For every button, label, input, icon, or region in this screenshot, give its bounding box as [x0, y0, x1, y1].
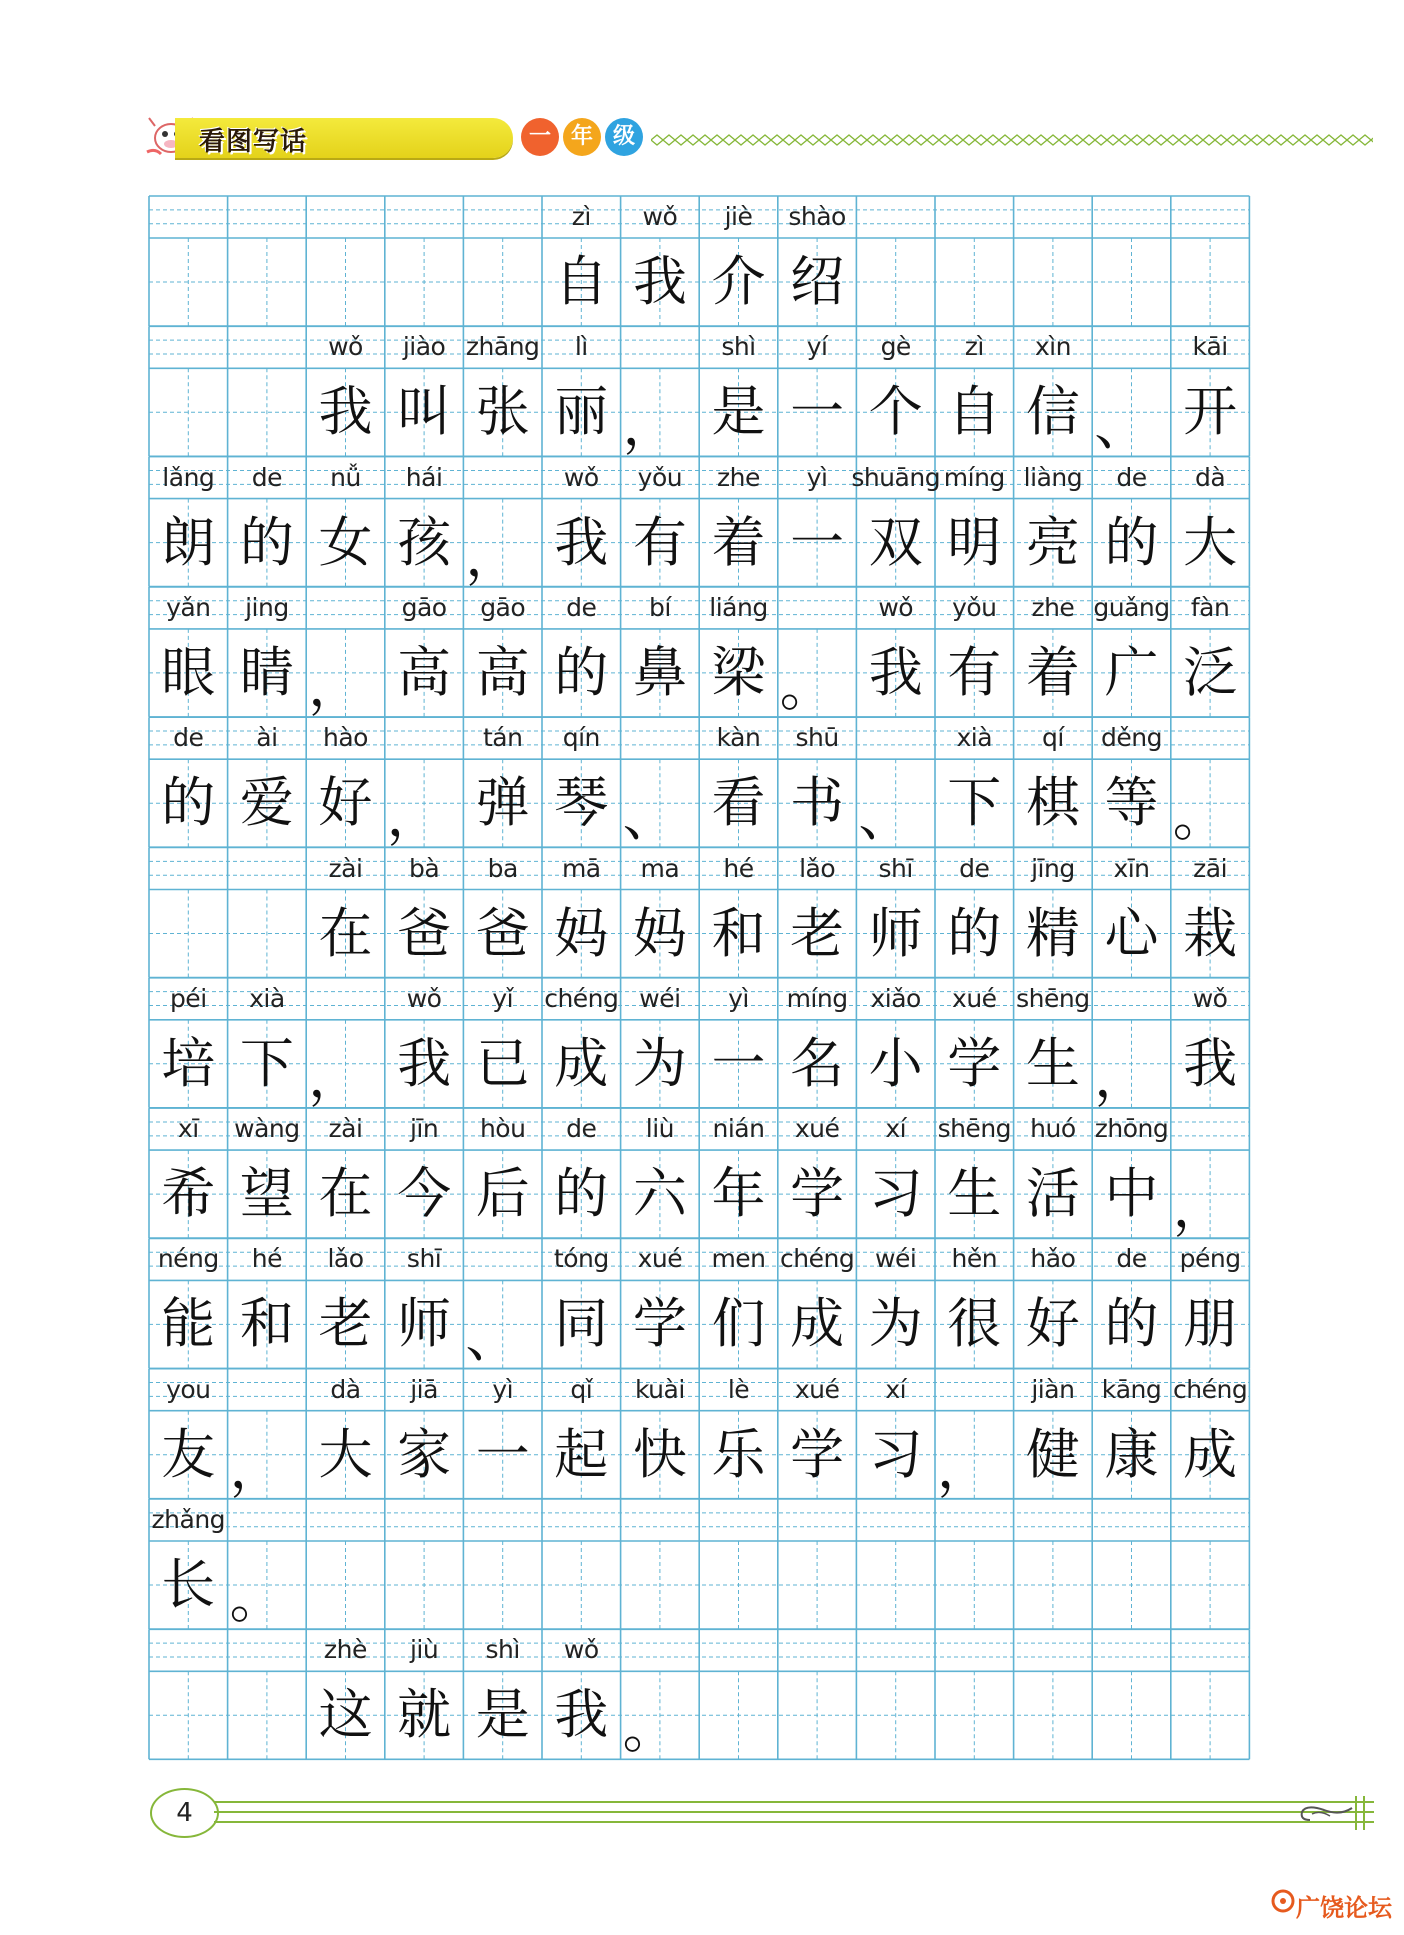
hanzi-character: 活 — [1025, 1162, 1080, 1226]
pinyin-syllable: jiào — [402, 332, 446, 362]
pinyin-syllable: yí — [806, 332, 828, 362]
punctuation-mark: ， — [308, 1045, 363, 1109]
pinyin-syllable: ma — [640, 853, 680, 883]
hanzi-character: 后 — [475, 1162, 530, 1226]
hanzi-character: 叫 — [397, 380, 452, 444]
pinyin-syllable: kuài — [634, 1374, 685, 1404]
hanzi-character: 一 — [790, 510, 845, 574]
pinyin-syllable: chéng — [1173, 1374, 1248, 1404]
hanzi-character: 我 — [632, 250, 687, 313]
pinyin-syllable: zài — [328, 1114, 363, 1144]
hanzi-character: 绍 — [790, 250, 845, 313]
hanzi-character: 为 — [632, 1031, 687, 1095]
pinyin-syllable: yì — [492, 1374, 514, 1404]
hanzi-character: 丽 — [554, 380, 609, 444]
punctuation-mark: ， — [1094, 1045, 1149, 1109]
hanzi-character: 着 — [1025, 640, 1080, 704]
hanzi-character: 成 — [790, 1292, 845, 1356]
hanzi-character: 是 — [475, 1683, 530, 1747]
hanzi-character: 我 — [397, 1031, 452, 1095]
pinyin-syllable: chéng — [780, 1244, 855, 1274]
hanzi-character: 和 — [711, 901, 766, 965]
pinyin-syllable: wǒ — [563, 1635, 599, 1665]
footer-rule — [214, 1811, 1374, 1813]
punctuation-mark: 。 — [622, 1697, 677, 1761]
hanzi-character: 自 — [554, 250, 609, 313]
hanzi-character: 中 — [1104, 1162, 1159, 1226]
punctuation-mark: 。 — [1172, 785, 1227, 849]
pinyin-syllable: lì — [574, 332, 588, 362]
hanzi-character: 成 — [554, 1031, 609, 1095]
hanzi-character: 信 — [1025, 380, 1080, 444]
hanzi-character: 棋 — [1025, 771, 1080, 835]
hanzi-character: 广 — [1104, 640, 1159, 704]
hanzi-character: 爱 — [239, 771, 294, 835]
pinyin-syllable: liù — [645, 1114, 675, 1144]
pinyin-syllable: qǐ — [570, 1374, 593, 1404]
hanzi-character: 双 — [868, 510, 923, 574]
hanzi-character: 生 — [947, 1162, 1002, 1226]
pinyin-syllable: hái — [405, 462, 443, 492]
hanzi-character: 睛 — [239, 640, 294, 704]
pinyin-syllable: dà — [330, 1374, 361, 1404]
hanzi-character: 小 — [868, 1031, 923, 1095]
hanzi-character: 康 — [1104, 1422, 1159, 1486]
hanzi-character: 的 — [161, 771, 216, 835]
pinyin-syllable: kāi — [1192, 332, 1228, 362]
hanzi-character: 健 — [1025, 1422, 1080, 1486]
pinyin-syllable: wéi — [639, 983, 681, 1013]
punctuation-mark: 、 — [1094, 394, 1149, 458]
hanzi-character: 长 — [161, 1553, 216, 1616]
hanzi-character: 老 — [790, 901, 845, 965]
pinyin-syllable: you — [166, 1374, 211, 1404]
punctuation-mark: 、 — [858, 785, 913, 849]
hanzi-character: 培 — [161, 1031, 216, 1095]
hanzi-character: 一 — [475, 1422, 530, 1486]
pinyin-syllable: jiù — [409, 1635, 439, 1665]
hanzi-character: 已 — [475, 1031, 530, 1095]
hanzi-character: 鼻 — [632, 640, 687, 704]
hanzi-character: 这 — [318, 1683, 373, 1747]
pinyin-syllable: shì — [485, 1635, 520, 1665]
pinyin-syllable: xī — [177, 1114, 199, 1144]
punctuation-mark: ， — [308, 654, 363, 718]
pinyin-syllable: wǒ — [878, 592, 914, 622]
pinyin-syllable: wǒ — [642, 202, 678, 231]
hanzi-character: 名 — [790, 1031, 845, 1095]
hanzi-character: 张 — [475, 380, 530, 444]
pinyin-syllable: jiā — [410, 1374, 438, 1404]
pinyin-syllable: fàn — [1190, 592, 1230, 622]
hanzi-character: 和 — [239, 1292, 294, 1356]
hanzi-character: 妈 — [554, 901, 609, 965]
hanzi-character: 习 — [868, 1422, 923, 1486]
pinyin-syllable: lǎo — [327, 1244, 364, 1274]
grade-badge-3: 级 — [605, 118, 643, 156]
pinyin-syllable: hé — [251, 1244, 282, 1274]
hanzi-character: 今 — [397, 1162, 452, 1226]
pinyin-syllable: men — [711, 1244, 766, 1274]
pinyin-syllable: xiǎo — [870, 983, 921, 1013]
pinyin-syllable: bí — [648, 592, 671, 622]
punctuation-mark: 。 — [779, 654, 834, 718]
hanzi-character: 能 — [161, 1292, 216, 1356]
pinyin-syllable: nǚ — [330, 462, 361, 492]
hanzi-character: 我 — [554, 1683, 609, 1747]
hanzi-character: 学 — [632, 1292, 687, 1356]
hanzi-character: 的 — [1104, 1292, 1159, 1356]
pinyin-syllable: shī — [406, 1244, 442, 1274]
pinyin-syllable: míng — [943, 462, 1005, 492]
grade-badge-2: 年 — [563, 118, 601, 156]
pinyin-syllable: huó — [1030, 1114, 1076, 1144]
pinyin-syllable: hé — [723, 853, 754, 883]
pinyin-syllable: yǒu — [637, 462, 683, 492]
pinyin-syllable: wǒ — [328, 332, 363, 362]
hanzi-character: 年 — [711, 1162, 766, 1226]
hanzi-character: 介 — [711, 250, 766, 313]
pinyin-syllable: jiàn — [1031, 1374, 1075, 1404]
hanzi-character: 成 — [1183, 1422, 1238, 1486]
hanzi-character: 快 — [632, 1422, 687, 1486]
pinyin-syllable: péi — [169, 983, 207, 1013]
pinyin-syllable: néng — [157, 1244, 219, 1274]
pinyin-syllable: zhe — [1031, 592, 1075, 622]
watermark: 广饶论坛 — [1296, 1894, 1392, 1922]
hanzi-character: 等 — [1104, 771, 1159, 835]
pinyin-syllable: liáng — [709, 592, 768, 622]
pinyin-syllable: kāng — [1101, 1374, 1162, 1404]
pinyin-syllable: dà — [1194, 462, 1226, 492]
hanzi-character: 精 — [1025, 901, 1080, 965]
hanzi-character: 希 — [161, 1162, 216, 1226]
pinyin-syllable: hěn — [951, 1244, 998, 1274]
hanzi-character: 妈 — [632, 901, 687, 965]
hanzi-character: 老 — [318, 1292, 373, 1356]
hanzi-character: 一 — [790, 380, 845, 444]
pinyin-syllable: gāo — [480, 592, 526, 622]
hanzi-character: 女 — [318, 510, 373, 574]
hanzi-character: 大 — [1183, 510, 1238, 574]
pinyin-syllable: gāo — [401, 592, 447, 622]
hanzi-character: 好 — [318, 771, 373, 835]
hanzi-character: 是 — [711, 380, 766, 444]
pinyin-syllable: xué — [794, 1114, 840, 1144]
hanzi-character: 我 — [868, 640, 923, 704]
forum-logo-icon — [1270, 1888, 1296, 1914]
hanzi-character: 同 — [554, 1292, 609, 1356]
pinyin-syllable: zhè — [324, 1635, 367, 1665]
punctuation-mark: ， — [937, 1436, 991, 1500]
pinyin-syllable: de — [959, 853, 990, 883]
hanzi-character: 望 — [239, 1162, 294, 1226]
pinyin-syllable: zì — [964, 332, 984, 362]
pinyin-syllable: hǎo — [1030, 1244, 1076, 1274]
punctuation-mark: ， — [1172, 1176, 1227, 1240]
hanzi-character: 为 — [868, 1292, 923, 1356]
pinyin-syllable: hào — [323, 723, 368, 753]
hanzi-character: 有 — [947, 640, 1002, 704]
pinyin-syllable: de — [173, 723, 204, 753]
pinyin-syllable: xué — [952, 983, 997, 1013]
pinyin-syllable: de — [566, 592, 597, 622]
hanzi-character: 师 — [397, 1292, 452, 1356]
pinyin-syllable: lǎng — [162, 462, 215, 492]
pinyin-syllable: yì — [728, 983, 749, 1013]
pinyin-syllable: chéng — [544, 983, 619, 1013]
pinyin-syllable: jīn — [409, 1114, 439, 1144]
pinyin-syllable: zì — [571, 202, 591, 231]
pinyin-syllable: zāi — [1193, 853, 1228, 883]
pinyin-syllable: qí — [1041, 723, 1064, 753]
pinyin-syllable: ài — [256, 723, 278, 753]
hanzi-character: 在 — [318, 901, 373, 965]
hanzi-character: 大 — [318, 1422, 373, 1486]
pinyin-syllable: gè — [880, 332, 911, 362]
hanzi-character: 在 — [318, 1162, 373, 1226]
hanzi-character: 就 — [397, 1683, 452, 1747]
hanzi-character: 自 — [947, 380, 1002, 444]
pinyin-syllable: yì — [806, 462, 828, 492]
pinyin-syllable: hòu — [479, 1114, 526, 1144]
hanzi-character: 琴 — [554, 771, 609, 835]
hanzi-character: 亮 — [1025, 510, 1080, 574]
hanzi-character: 的 — [554, 640, 609, 704]
pinyin-syllable: xīn — [1113, 853, 1150, 883]
pinyin-syllable: ba — [487, 853, 518, 883]
hanzi-character: 泛 — [1183, 640, 1238, 704]
hanzi-character: 乐 — [711, 1422, 766, 1486]
hanzi-character: 朗 — [161, 510, 216, 574]
pinyin-syllable: shēng — [1016, 983, 1090, 1013]
pinyin-syllable: guǎng — [1093, 592, 1170, 622]
footer-rule — [214, 1821, 1374, 1823]
hanzi-character: 的 — [239, 510, 294, 574]
hanzi-character: 生 — [1025, 1031, 1080, 1095]
treble-clef-ornament-icon — [1290, 1790, 1380, 1835]
hanzi-character: 下 — [947, 771, 1002, 835]
pinyin-syllable: xí — [885, 1114, 907, 1144]
pinyin-syllable: yǒu — [952, 592, 997, 622]
pinyin-syllable: shēng — [937, 1114, 1012, 1144]
pinyin-syllable: xué — [794, 1374, 840, 1404]
pinyin-syllable: jiè — [724, 202, 753, 231]
hanzi-character: 梁 — [711, 640, 766, 704]
hanzi-character: 爸 — [397, 901, 452, 965]
footer-rule — [214, 1801, 1374, 1803]
hanzi-character: 很 — [947, 1292, 1002, 1356]
pinyin-syllable: jīng — [1031, 853, 1075, 883]
hanzi-character: 明 — [947, 510, 1002, 574]
pinyin-syllable: zhe — [717, 462, 760, 492]
pinyin-syllable: zhǎng — [151, 1505, 226, 1534]
punctuation-mark: ， — [465, 524, 520, 588]
pinyin-syllable: wéi — [875, 1244, 917, 1274]
hanzi-character: 爸 — [475, 901, 530, 965]
pinyin-syllable: wǒ — [563, 462, 599, 492]
pinyin-syllable: de — [566, 1114, 597, 1144]
pinyin-syllable: mā — [561, 853, 601, 883]
pinyin-syllable: xià — [249, 983, 285, 1013]
hanzi-character: 有 — [632, 510, 687, 574]
hanzi-character: 高 — [475, 640, 530, 704]
pinyin-syllable: shū — [795, 723, 839, 753]
pinyin-syllable: shào — [788, 202, 846, 231]
punctuation-mark: 、 — [465, 1306, 520, 1370]
pinyin-syllable: jing — [245, 592, 289, 622]
hanzi-character: 一 — [711, 1031, 766, 1095]
pinyin-syllable: wàng — [234, 1114, 300, 1144]
hanzi-character: 下 — [239, 1031, 294, 1095]
hanzi-character: 我 — [318, 380, 373, 444]
pinyin-syllable: xià — [956, 723, 993, 753]
hanzi-character: 书 — [790, 771, 845, 835]
pinyin-syllable: wǒ — [406, 983, 442, 1013]
hanzi-character: 习 — [868, 1162, 923, 1226]
hanzi-character: 心 — [1104, 901, 1159, 965]
hanzi-character: 起 — [554, 1422, 609, 1486]
hanzi-character: 们 — [711, 1292, 766, 1356]
pinyin-syllable: kàn — [716, 723, 761, 753]
pinyin-syllable: zài — [328, 853, 363, 883]
hanzi-character: 的 — [554, 1162, 609, 1226]
hanzi-character: 孩 — [397, 510, 452, 574]
pinyin-syllable: qín — [562, 723, 600, 753]
pinyin-syllable: míng — [786, 983, 848, 1013]
pinyin-syllable: tán — [482, 723, 523, 753]
hanzi-character: 栽 — [1183, 901, 1238, 965]
pinyin-syllable: wǒ — [1192, 983, 1228, 1013]
hanzi-character: 友 — [161, 1422, 216, 1486]
pinyin-syllable: péng — [1179, 1244, 1241, 1274]
hanzi-character: 好 — [1025, 1292, 1080, 1356]
punctuation-mark: ， — [386, 785, 441, 849]
pinyin-syllable: zhāng — [465, 332, 540, 362]
pinyin-syllable: zhōng — [1094, 1114, 1169, 1144]
pinyin-syllable: shuāng — [851, 462, 941, 492]
punctuation-mark: 。 — [229, 1567, 284, 1630]
hanzi-character: 眼 — [161, 640, 216, 704]
pinyin-syllable: de — [1116, 462, 1147, 492]
pinyin-syllable: de — [1116, 1244, 1147, 1274]
pinyin-syllable: xí — [885, 1374, 907, 1404]
pinyin-syllable: xìn — [1034, 332, 1071, 362]
hanzi-character: 家 — [397, 1422, 452, 1486]
grade-badge-1: 一 — [521, 118, 559, 156]
pinyin-syllable: de — [251, 462, 283, 492]
hanzi-character: 开 — [1183, 380, 1238, 444]
hanzi-character: 朋 — [1183, 1292, 1238, 1356]
pinyin-syllable: lè — [727, 1374, 750, 1404]
pinyin-syllable: shì — [721, 332, 756, 362]
hanzi-character: 高 — [397, 640, 452, 704]
hanzi-character: 学 — [790, 1162, 845, 1226]
hanzi-character: 的 — [947, 901, 1002, 965]
hanzi-character: 着 — [711, 510, 766, 574]
hanzi-character: 弹 — [475, 771, 530, 835]
punctuation-mark: 、 — [622, 785, 677, 849]
hanzi-character: 个 — [868, 380, 923, 444]
hanzi-character: 看 — [711, 771, 766, 835]
hanzi-character: 学 — [947, 1031, 1002, 1095]
pinyin-syllable: nián — [712, 1114, 765, 1144]
pinyin-syllable: yǎn — [166, 592, 211, 622]
hanzi-character: 的 — [1104, 510, 1159, 574]
hanzi-character: 我 — [554, 510, 609, 574]
punctuation-mark: ， — [622, 394, 677, 458]
pinyin-syllable: liàng — [1023, 462, 1083, 492]
page-title: 看图写话 — [199, 127, 308, 157]
hanzi-character: 师 — [868, 901, 923, 965]
punctuation-mark: ， — [229, 1436, 284, 1500]
pinyin-syllable: shī — [878, 853, 913, 883]
pinyin-syllable: bà — [408, 853, 440, 883]
pinyin-syllable: tóng — [553, 1244, 609, 1274]
page-number: 4 — [150, 1788, 219, 1838]
pinyin-syllable: yǐ — [492, 983, 514, 1013]
hanzi-character: 六 — [632, 1162, 687, 1226]
pinyin-syllable: lǎo — [799, 853, 836, 883]
pinyin-syllable: xué — [637, 1244, 683, 1274]
hanzi-character: 学 — [790, 1422, 845, 1486]
hanzi-character: 我 — [1183, 1031, 1238, 1095]
pinyin-syllable: děng — [1101, 723, 1162, 753]
